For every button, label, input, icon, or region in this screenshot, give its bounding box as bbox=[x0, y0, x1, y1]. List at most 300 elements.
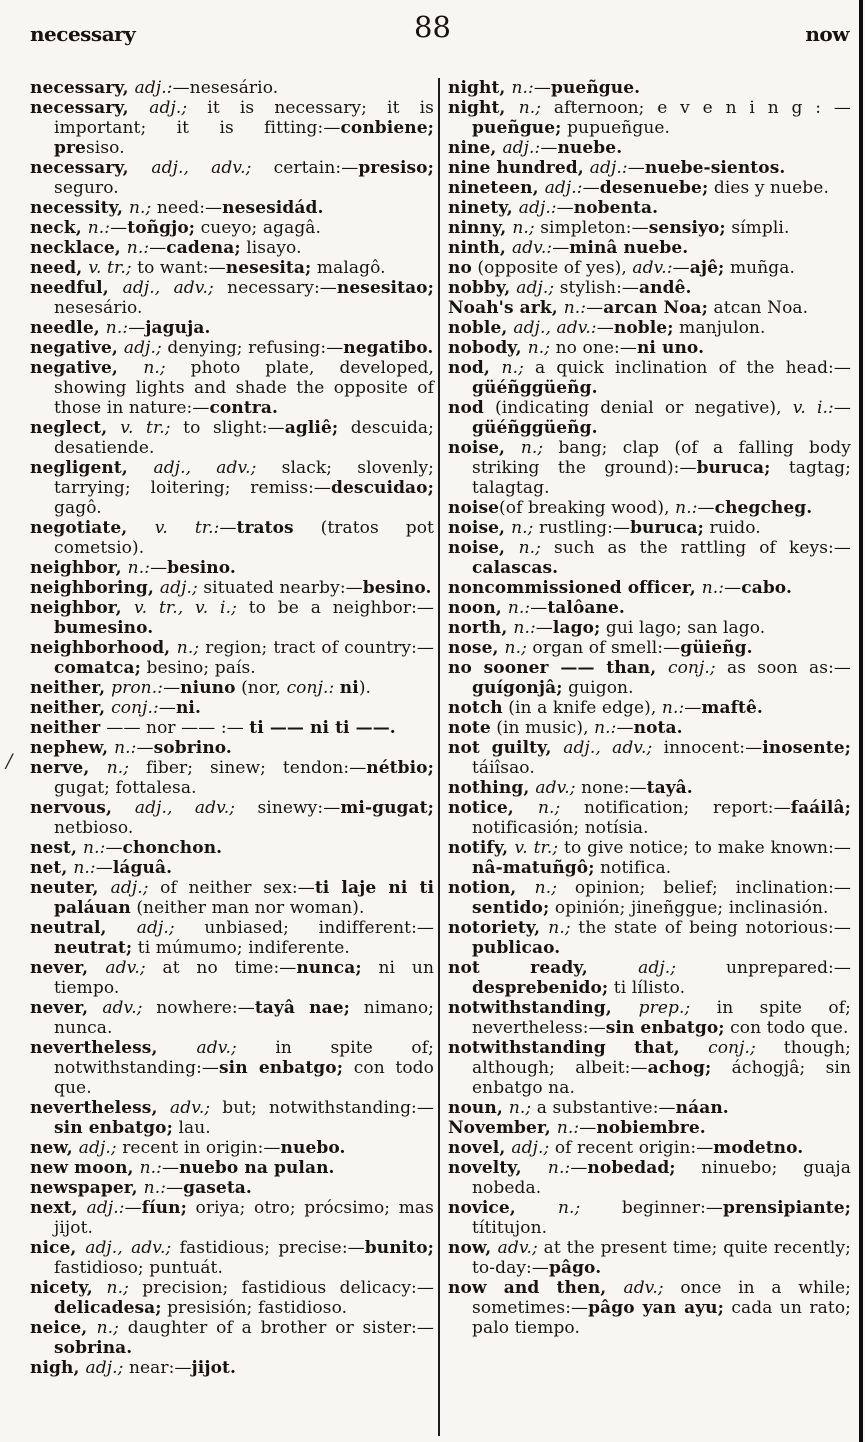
dictionary-entry bbox=[448, 358, 851, 398]
dictionary-entry bbox=[448, 398, 851, 438]
bold-text: neuter, bbox=[30, 878, 111, 898]
bold-text: notwithstanding, bbox=[448, 998, 639, 1018]
dictionary-entry bbox=[30, 458, 434, 518]
dictionary-entry bbox=[30, 418, 434, 458]
bold-text: necklace, bbox=[30, 238, 127, 258]
dictionary-entry bbox=[30, 858, 434, 878]
bold-text: nobedad; bbox=[587, 1158, 676, 1178]
bold-text: presiso; bbox=[358, 158, 434, 178]
page-number: 88 bbox=[414, 10, 451, 44]
bold-text: nephew, bbox=[30, 738, 115, 758]
italic-text: n.: bbox=[556, 1118, 580, 1138]
italic-text: n.; bbox=[518, 98, 542, 118]
plain-text: presisión; fastidioso. bbox=[161, 1298, 348, 1318]
bold-text: bumesino. bbox=[54, 618, 154, 638]
plain-text: nimano; nunca. bbox=[54, 998, 434, 1038]
plain-text: to be a neighbor:— bbox=[236, 598, 435, 618]
bold-text: fíun; bbox=[141, 1198, 187, 1218]
dictionary-entry bbox=[448, 838, 851, 878]
dictionary-entry bbox=[30, 158, 434, 198]
dictionary-entry bbox=[30, 98, 434, 158]
italic-text: adv.: bbox=[632, 258, 673, 278]
bold-text: desenuebe; bbox=[599, 178, 709, 198]
bold-text: nose, bbox=[448, 638, 505, 658]
italic-text: n.; bbox=[501, 358, 524, 378]
bold-text: besino. bbox=[167, 558, 236, 578]
plain-text: táiîsao. bbox=[472, 758, 535, 778]
dictionary-entry bbox=[448, 1038, 851, 1098]
plain-text: organ of smell:— bbox=[526, 638, 681, 658]
bold-text: neglect, bbox=[30, 418, 121, 438]
plain-text: to give notice; to make known:— bbox=[558, 838, 851, 858]
bold-text: novel, bbox=[448, 1138, 512, 1158]
plain-text: opinión; jineñggue; inclinasión. bbox=[549, 898, 829, 918]
dictionary-entry bbox=[448, 778, 851, 798]
italic-text: n.; bbox=[548, 918, 571, 938]
dictionary-entry bbox=[448, 238, 851, 258]
bold-text: pueñgue. bbox=[550, 78, 641, 98]
italic-text: prep.; bbox=[638, 998, 691, 1018]
plain-text: lau. bbox=[172, 1118, 211, 1138]
plain-text: but; notwithstanding:— bbox=[210, 1098, 434, 1118]
italic-text: v. i.: bbox=[792, 398, 834, 418]
bold-text: noise, bbox=[448, 438, 521, 458]
bold-text: neighbor, bbox=[30, 558, 128, 578]
left-column bbox=[30, 78, 434, 1436]
dictionary-entry bbox=[30, 1358, 434, 1378]
bold-text: nuebo na pulan. bbox=[179, 1158, 335, 1178]
italic-text: adj.; bbox=[516, 278, 555, 298]
bold-text: negligent, bbox=[30, 458, 154, 478]
bold-text: noun, bbox=[448, 1098, 509, 1118]
italic-text: n.: bbox=[547, 1158, 571, 1178]
bold-text: now, bbox=[448, 1238, 498, 1258]
dictionary-entry bbox=[30, 278, 434, 318]
plain-text: — bbox=[596, 318, 614, 338]
italic-text: adj.: bbox=[134, 78, 173, 98]
plain-text: títitujon. bbox=[472, 1218, 548, 1238]
plain-text: recent in origin:— bbox=[116, 1138, 281, 1158]
dictionary-entry bbox=[448, 298, 851, 318]
plain-text: (nor, bbox=[235, 678, 287, 698]
plain-text: of neither sex:— bbox=[148, 878, 315, 898]
plain-text: — bbox=[579, 1118, 597, 1138]
bold-text: noble; bbox=[613, 318, 674, 338]
dictionary-entry bbox=[30, 218, 434, 238]
plain-text: fastidious; precise:— bbox=[171, 1238, 365, 1258]
plain-text: besino; país. bbox=[141, 658, 256, 678]
bold-text: minâ nuebe. bbox=[569, 238, 689, 258]
italic-text: n.: bbox=[507, 598, 531, 618]
dictionary-entry bbox=[30, 698, 434, 718]
bold-text: note bbox=[448, 718, 491, 738]
italic-text: n.; bbox=[520, 438, 544, 458]
bold-text: Noah's ark, bbox=[448, 298, 564, 318]
plain-text: — bbox=[570, 1158, 588, 1178]
bold-text: mi-gugat; bbox=[340, 798, 434, 818]
italic-text: adj.; bbox=[159, 578, 198, 598]
bold-text: neither, bbox=[30, 678, 112, 698]
italic-text: adj.; bbox=[110, 878, 149, 898]
dictionary-entry bbox=[30, 918, 434, 958]
italic-text: adj., adv.; bbox=[122, 278, 214, 298]
italic-text: v. tr.; bbox=[88, 258, 132, 278]
dictionary-entry bbox=[30, 1278, 434, 1318]
plain-text: — bbox=[552, 238, 570, 258]
italic-text: n.; bbox=[527, 338, 551, 358]
text-columns bbox=[30, 78, 851, 1436]
plain-text: — bbox=[149, 238, 167, 258]
dictionary-entry bbox=[448, 618, 851, 638]
plain-text: at no time:— bbox=[145, 958, 297, 978]
italic-text: n.: bbox=[563, 298, 587, 318]
bold-text: nesesita; bbox=[225, 258, 312, 278]
bold-text: arcan Noa; bbox=[603, 298, 709, 318]
italic-text: v. tr., v. i.; bbox=[133, 598, 237, 618]
italic-text: n.; bbox=[96, 1318, 119, 1338]
dictionary-entry bbox=[30, 738, 434, 758]
dictionary-entry bbox=[448, 738, 851, 778]
bold-text: negotiate, bbox=[30, 518, 155, 538]
dictionary-entry bbox=[30, 558, 434, 578]
bold-text: lago; bbox=[552, 618, 601, 638]
plain-text: beginner:— bbox=[580, 1198, 723, 1218]
plain-text: áchogjâ; sin enbatgo na. bbox=[472, 1058, 852, 1098]
bold-text: náan. bbox=[675, 1098, 729, 1118]
bold-text: nesesidád. bbox=[222, 198, 324, 218]
bold-text: nuebe. bbox=[557, 138, 623, 158]
bold-text: nobby, bbox=[448, 278, 517, 298]
dictionary-entry bbox=[448, 538, 851, 578]
dictionary-entry bbox=[448, 78, 851, 98]
plain-text: simpleton:— bbox=[534, 218, 649, 238]
dictionary-entry bbox=[448, 1118, 851, 1138]
plain-text: afternoon; e v e n i n g : — bbox=[541, 98, 851, 118]
bold-text: buruca; bbox=[630, 518, 704, 538]
plain-text: (opposite of yes), bbox=[471, 258, 633, 278]
bold-text: achog; bbox=[647, 1058, 712, 1078]
page-edge-line bbox=[859, 0, 863, 1442]
bold-text: nineteen, bbox=[448, 178, 545, 198]
bold-text: negative, bbox=[30, 358, 144, 378]
dictionary-entry bbox=[30, 1198, 434, 1238]
bold-text: ti —— ni ti ——. bbox=[249, 718, 396, 738]
dictionary-entry bbox=[30, 1178, 434, 1198]
bold-text: no bbox=[448, 258, 472, 278]
dictionary-entry bbox=[448, 258, 851, 278]
plain-text: — bbox=[533, 78, 551, 98]
plain-text: manjulon. bbox=[673, 318, 766, 338]
bold-text: neighbor, bbox=[30, 598, 134, 618]
bold-text: nice, bbox=[30, 1238, 86, 1258]
bold-text: now and then, bbox=[448, 1278, 624, 1298]
plain-text: ni un tiempo. bbox=[54, 958, 434, 998]
bold-text: nuebo. bbox=[280, 1138, 346, 1158]
bold-text: contra. bbox=[209, 398, 278, 418]
plain-text: opinion; belief; inclination:— bbox=[557, 878, 851, 898]
dictionary-entry bbox=[448, 798, 851, 838]
bold-text: neice, bbox=[30, 1318, 97, 1338]
italic-text: adj., adv.; bbox=[134, 798, 236, 818]
bold-text: needful, bbox=[30, 278, 123, 298]
plain-text: as soon as:— bbox=[715, 658, 851, 678]
dictionary-entry bbox=[448, 338, 851, 358]
italic-text: adj., adv.; bbox=[153, 458, 257, 478]
plain-text: — bbox=[136, 738, 154, 758]
plain-text: seguro. bbox=[54, 178, 119, 198]
dictionary-entry bbox=[448, 638, 851, 658]
dictionary-entry bbox=[448, 198, 851, 218]
plain-text: — bbox=[158, 698, 176, 718]
dictionary-entry bbox=[448, 438, 851, 498]
plain-text: — bbox=[110, 218, 128, 238]
bold-text: sobrina. bbox=[54, 1338, 133, 1358]
plain-text: ti múmumo; indiferente. bbox=[132, 938, 350, 958]
italic-text: v. tr.; bbox=[120, 418, 171, 438]
plain-text: at the present time; quite recently; to-day:— bbox=[472, 1238, 851, 1278]
bold-text: prensipiante; bbox=[723, 1198, 852, 1218]
plain-text: of recent origin:— bbox=[549, 1138, 714, 1158]
italic-text: adj., adv.; bbox=[151, 158, 252, 178]
bold-text: nunca; bbox=[296, 958, 362, 978]
bold-text: maftê. bbox=[701, 698, 763, 718]
dictionary-entry bbox=[448, 698, 851, 718]
bold-text: never, bbox=[30, 958, 106, 978]
italic-text: n.: bbox=[701, 578, 725, 598]
dictionary-entry bbox=[448, 158, 851, 178]
bold-text: nest, bbox=[30, 838, 84, 858]
italic-text: n.; bbox=[537, 798, 561, 818]
bold-text: nine hundred, bbox=[448, 158, 590, 178]
dictionary-entry bbox=[448, 1098, 851, 1118]
plain-text: slack; slovenly; tarrying; loitering; remiss:— bbox=[54, 458, 434, 498]
italic-text: adj.: bbox=[589, 158, 628, 178]
plain-text: ti lílisto. bbox=[608, 978, 686, 998]
italic-text: n.: bbox=[127, 558, 151, 578]
bold-text: nétbio; bbox=[366, 758, 434, 778]
bold-text: sensiyo; bbox=[648, 218, 726, 238]
italic-text: n.; bbox=[557, 1198, 581, 1218]
bold-text: novelty, bbox=[448, 1158, 548, 1178]
bold-text: gaseta. bbox=[183, 1178, 252, 1198]
italic-text: pron.: bbox=[111, 678, 164, 698]
dictionary-entry bbox=[448, 218, 851, 238]
italic-text: n.; bbox=[511, 518, 534, 538]
bold-text: not guilty, bbox=[448, 738, 564, 758]
plain-text: gagô. bbox=[54, 498, 102, 518]
page-header bbox=[0, 0, 865, 70]
italic-text: n.: bbox=[143, 1178, 167, 1198]
dictionary-entry bbox=[30, 758, 434, 798]
bold-text: noble, bbox=[448, 318, 514, 338]
dictionary-entry bbox=[448, 998, 851, 1038]
dictionary-entry bbox=[448, 1158, 851, 1198]
italic-text: n.: bbox=[675, 498, 698, 518]
plain-text: sinewy:— bbox=[235, 798, 341, 818]
plain-text: precision; fastidious delicacy:— bbox=[128, 1278, 434, 1298]
italic-text: n.; bbox=[143, 358, 166, 378]
dictionary-entry bbox=[30, 718, 434, 738]
dictionary-entry bbox=[30, 798, 434, 838]
dictionary-entry bbox=[30, 678, 434, 698]
bold-text: necessity, bbox=[30, 198, 129, 218]
italic-text: n.: bbox=[511, 78, 534, 98]
plain-text: muñga. bbox=[724, 258, 795, 278]
bold-text: notice, bbox=[448, 798, 538, 818]
plain-text: to want:— bbox=[131, 258, 226, 278]
dictionary-entry bbox=[30, 838, 434, 858]
bold-text: never, bbox=[30, 998, 103, 1018]
italic-text: n.: bbox=[594, 718, 617, 738]
bold-text: notwithstanding that, bbox=[448, 1038, 709, 1058]
plain-text: notification; report:— bbox=[560, 798, 791, 818]
italic-text: adv.; bbox=[169, 1098, 211, 1118]
dictionary-entry bbox=[448, 598, 851, 618]
italic-text: n.; bbox=[512, 218, 535, 238]
right-column bbox=[448, 78, 851, 1436]
bold-text: publicao. bbox=[472, 938, 561, 958]
plain-text: —— nor —— :— bbox=[106, 718, 250, 738]
plain-text: to slight:— bbox=[170, 418, 285, 438]
bold-text: neutral, bbox=[30, 918, 137, 938]
italic-text: conj.; bbox=[668, 658, 716, 678]
bold-text: novice, bbox=[448, 1198, 558, 1218]
dictionary-entry bbox=[30, 958, 434, 998]
italic-text: adj., adv.: bbox=[513, 318, 597, 338]
plain-text: — bbox=[697, 498, 715, 518]
dictionary-entry bbox=[30, 998, 434, 1038]
dictionary-entry bbox=[30, 1038, 434, 1098]
plain-text: it is necessary; it is important; it is fitting:— bbox=[54, 98, 434, 138]
bold-text: notify, bbox=[448, 838, 515, 858]
plain-text: tagtag; talagtag. bbox=[472, 458, 851, 498]
dictionary-entry bbox=[30, 1158, 434, 1178]
italic-text: n.: bbox=[73, 858, 96, 878]
italic-text: adj.; bbox=[123, 338, 162, 358]
bold-text: conbiene; pre bbox=[54, 118, 434, 158]
plain-text: once in a while; sometimes:— bbox=[472, 1278, 851, 1318]
bold-text: nod bbox=[448, 398, 484, 418]
italic-text: adv.; bbox=[196, 1038, 237, 1058]
bold-text: desprebenido; bbox=[472, 978, 609, 998]
dictionary-entry bbox=[448, 98, 851, 138]
bold-text: besino. bbox=[362, 578, 432, 598]
italic-text: n.: bbox=[513, 618, 536, 638]
bold-text: nobenta. bbox=[573, 198, 659, 218]
bold-text: sobrino. bbox=[153, 738, 232, 758]
plain-text: region; tract of country:— bbox=[199, 638, 434, 658]
plain-text: — bbox=[161, 1158, 180, 1178]
plain-text: — bbox=[540, 138, 558, 158]
dictionary-entry bbox=[30, 198, 434, 218]
plain-text: though; although; albeit:— bbox=[472, 1038, 851, 1078]
bold-text: nigh, bbox=[30, 1358, 86, 1378]
italic-text: adj.; bbox=[149, 98, 188, 118]
dictionary-entry bbox=[30, 1238, 434, 1278]
bold-text: inosente; bbox=[762, 738, 851, 758]
bold-text: ninth, bbox=[448, 238, 512, 258]
plain-text: lisayo. bbox=[240, 238, 302, 258]
bold-text: nothing, bbox=[448, 778, 536, 798]
bold-text: necessary, bbox=[30, 158, 152, 178]
bold-text: nervous, bbox=[30, 798, 135, 818]
plain-text: notificasión; notísia. bbox=[472, 818, 649, 838]
plain-text: símpli. bbox=[725, 218, 790, 238]
italic-text: n.; bbox=[106, 1278, 129, 1298]
dictionary-entry bbox=[448, 518, 851, 538]
bold-text: next, bbox=[30, 1198, 87, 1218]
dictionary-entry bbox=[448, 138, 851, 158]
italic-text: adv.; bbox=[497, 1238, 538, 1258]
dictionary-entry bbox=[30, 358, 434, 418]
bold-text: neutrat; bbox=[54, 938, 133, 958]
column-divider-rule bbox=[438, 78, 440, 1436]
plain-text: oriya; otro; prócsimo; mas jijot. bbox=[54, 1198, 434, 1238]
plain-text: descuida; desatiende. bbox=[54, 418, 434, 458]
bold-text: jaguja. bbox=[145, 318, 211, 338]
plain-text: (in a knife edge), bbox=[502, 698, 662, 718]
italic-text: adj.: bbox=[518, 198, 557, 218]
plain-text: — bbox=[150, 558, 168, 578]
plain-text: no one:— bbox=[550, 338, 637, 358]
bold-text: notoriety, bbox=[448, 918, 549, 938]
bold-text: calascas. bbox=[472, 558, 559, 578]
plain-text: (of breaking wood), bbox=[499, 498, 676, 518]
plain-text: — bbox=[163, 678, 181, 698]
plain-text: — bbox=[586, 298, 604, 318]
italic-text: adv.; bbox=[623, 1278, 664, 1298]
bold-text: ti laje ni ti paláuan bbox=[54, 878, 435, 918]
bold-text: nevertheless, bbox=[30, 1038, 197, 1058]
bold-text: comatca; bbox=[54, 658, 141, 678]
dictionary-entry bbox=[448, 178, 851, 198]
italic-text: adv.; bbox=[105, 958, 146, 978]
plain-text: denying; refusing:— bbox=[161, 338, 344, 358]
italic-text: n.: bbox=[126, 238, 150, 258]
plain-text: stylish:— bbox=[554, 278, 640, 298]
plain-text: notifica. bbox=[594, 858, 672, 878]
bold-text: new, bbox=[30, 1138, 79, 1158]
plain-text: situated nearby:— bbox=[197, 578, 363, 598]
bold-text: negatibo. bbox=[343, 338, 434, 358]
dictionary-entry bbox=[448, 318, 851, 338]
plain-text: cada un rato; palo tiempo. bbox=[472, 1298, 851, 1338]
italic-text: adj.: bbox=[502, 138, 541, 158]
bold-text: nota. bbox=[633, 718, 683, 738]
dictionary-entry bbox=[30, 338, 434, 358]
plain-text: nowhere:— bbox=[142, 998, 255, 1018]
plain-text: in spite of; nevertheless:— bbox=[472, 998, 851, 1038]
plain-text: (tratos pot cometsio). bbox=[54, 518, 434, 558]
plain-text: bang; clap (of a falling body striking the ground):— bbox=[472, 438, 851, 478]
italic-text: n.; bbox=[128, 198, 152, 218]
plain-text: —nesesário. bbox=[172, 78, 279, 98]
plain-text: — bbox=[616, 718, 634, 738]
dictionary-entry bbox=[30, 1138, 434, 1158]
bold-text: necessary, bbox=[30, 98, 150, 118]
plain-text: (neither man nor woman). bbox=[130, 898, 365, 918]
bold-text: neighboring, bbox=[30, 578, 160, 598]
plain-text: siso. bbox=[85, 138, 125, 158]
plain-text: guigon. bbox=[562, 678, 634, 698]
italic-text: conj.; bbox=[708, 1038, 756, 1058]
bold-text: neck, bbox=[30, 218, 88, 238]
dictionary-entry bbox=[448, 878, 851, 918]
plain-text: in spite of; notwithstanding:— bbox=[54, 1038, 434, 1078]
plain-text: ninuebo; guaja nobeda. bbox=[472, 1158, 851, 1198]
plain-text: need:— bbox=[151, 198, 223, 218]
bold-text: nicety, bbox=[30, 1278, 107, 1298]
